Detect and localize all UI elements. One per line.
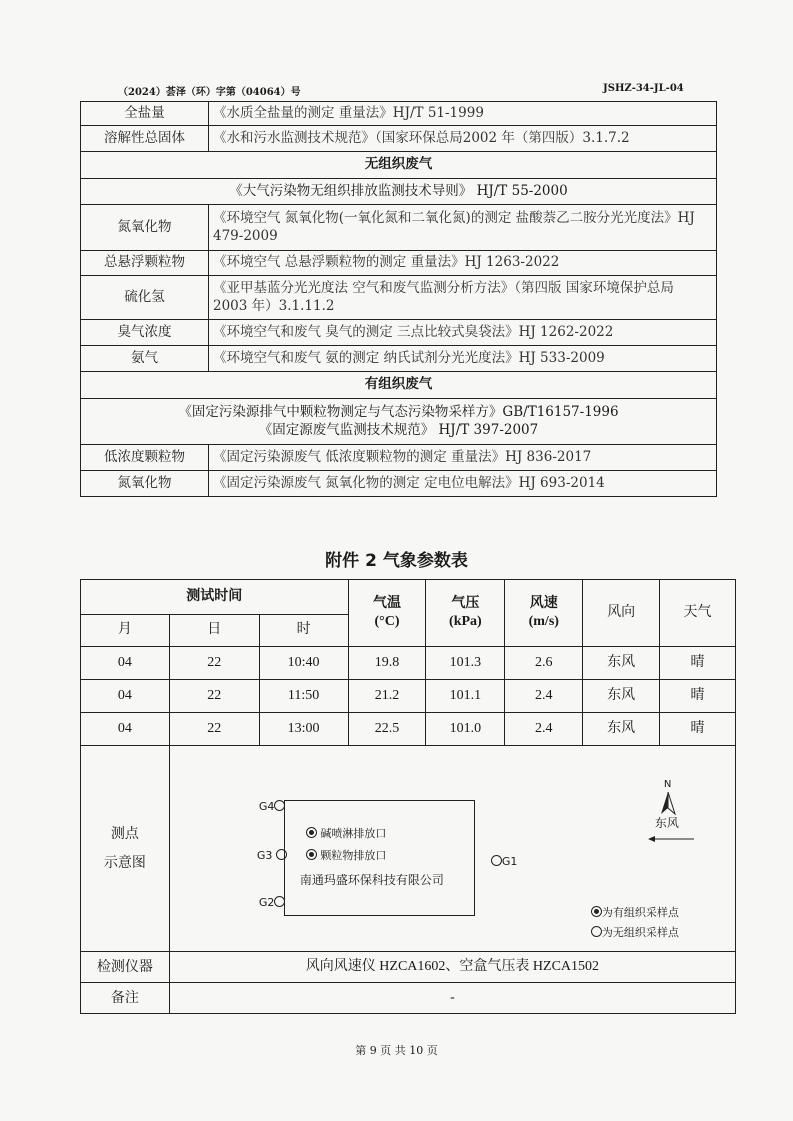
method-desc: 《固定污染源废气 低浓度颗粒物的测定 重量法》HJ 836-2017 bbox=[209, 445, 717, 471]
method-item: 臭气浓度 bbox=[81, 320, 209, 346]
method-desc: 《环境空气和废气 臭气的测定 三点比较式臭袋法》HJ 1262-2022 bbox=[209, 320, 717, 346]
method-desc: 《环境空气 总悬浮颗粒物的测定 重量法》HJ 1263-2022 bbox=[209, 251, 717, 276]
method-item: 总悬浮颗粒物 bbox=[81, 251, 209, 276]
table-row bbox=[81, 445, 717, 471]
cell-month: 04 bbox=[81, 647, 170, 680]
organized-point-icon bbox=[306, 849, 317, 860]
methods-table bbox=[80, 101, 717, 497]
method-item: 全盐量 bbox=[81, 102, 209, 126]
outlet-2-label: 颗粒物排放口 bbox=[320, 849, 387, 862]
sampling-map bbox=[169, 746, 735, 952]
table-row bbox=[81, 680, 736, 713]
point-g2 bbox=[259, 896, 286, 910]
table-row bbox=[81, 102, 717, 126]
method-item: 氮氧化物 bbox=[81, 205, 209, 251]
legend-unorganized bbox=[591, 926, 679, 940]
page-footer: 第 9 页 共 10 页 bbox=[355, 1044, 438, 1057]
cell-weather: 晴 bbox=[660, 713, 736, 746]
outlet-2 bbox=[306, 849, 387, 863]
cell-speed: 2.4 bbox=[505, 680, 583, 713]
method-desc: 《水和污水监测技术规范》（国家环保总局2002 年（第四版）3.1.7.2 bbox=[209, 126, 717, 152]
remark-value: - bbox=[169, 983, 735, 1014]
header-wind-speed-label: 风速 bbox=[529, 595, 558, 611]
section-title-unorganized: 无组织废气 bbox=[81, 152, 717, 179]
method-desc: 《固定污染源废气 氮氧化物的测定 定电位电解法》HJ 693-2014 bbox=[209, 471, 717, 497]
cell-day: 22 bbox=[169, 647, 259, 680]
cell-day: 22 bbox=[169, 713, 259, 746]
point-g4 bbox=[259, 800, 286, 814]
cell-time: 10:40 bbox=[259, 647, 348, 680]
cell-speed: 2.4 bbox=[505, 713, 583, 746]
point-g4-label: G4 bbox=[258, 800, 275, 813]
header-pressure-unit: (kPa) bbox=[449, 614, 482, 629]
unorganized-point-icon bbox=[591, 926, 602, 937]
general-standard-1: 《固定污染源排气中颗粒物测定与气态污染物采样方》GB/T16157-1996 bbox=[178, 403, 619, 420]
header-month: 月 bbox=[81, 615, 170, 647]
legend-organized-label: 为有组织采样点 bbox=[601, 906, 679, 919]
method-desc: 《亚甲基蓝分光光度法 空气和废气监测分析方法》（第四版 国家环境保护总局 2003 年）3.1.11.2 bbox=[209, 276, 717, 320]
remark-label: 备注 bbox=[81, 983, 170, 1014]
point-g3 bbox=[257, 849, 287, 863]
unorganized-point-icon bbox=[274, 800, 285, 811]
outlet-1 bbox=[306, 827, 387, 841]
organized-point-icon bbox=[306, 827, 317, 838]
section-title-organized: 有组织废气 bbox=[81, 372, 717, 399]
header-wind-dir: 风向 bbox=[583, 580, 660, 647]
table-row bbox=[81, 399, 717, 445]
header-day: 日 bbox=[169, 615, 259, 647]
cell-pressure: 101.0 bbox=[426, 713, 505, 746]
general-standard-2: 《固定源废气监测技术规范》 HJ/T 397-2007 bbox=[258, 421, 539, 438]
cell-temp: 22.5 bbox=[348, 713, 426, 746]
method-desc: 《环境空气和废气 氨的测定 纳氏试剂分光光度法》HJ 533-2009 bbox=[209, 346, 717, 372]
table-row bbox=[81, 471, 717, 497]
cell-month: 04 bbox=[81, 680, 170, 713]
header-hour: 时 bbox=[259, 615, 348, 647]
cell-dir: 东风 bbox=[583, 647, 660, 680]
table-row bbox=[81, 713, 736, 746]
unorganized-point-icon bbox=[276, 849, 287, 860]
header-pressure-label: 气压 bbox=[451, 595, 480, 611]
header-wind-speed bbox=[505, 580, 583, 647]
map-label bbox=[81, 746, 170, 952]
outlet-1-label: 碱喷淋排放口 bbox=[320, 827, 387, 840]
instrument-label: 检测仪器 bbox=[81, 952, 170, 983]
cell-pressure: 101.1 bbox=[426, 680, 505, 713]
general-standard: 《大气污染物无组织排放监测技术导则》 HJ/T 55-2000 bbox=[81, 179, 717, 205]
table-row bbox=[81, 205, 717, 251]
organized-point-icon bbox=[591, 906, 602, 917]
instrument-value: 风向风速仪 HZCA1602、空盒气压表 HZCA1502 bbox=[169, 952, 735, 983]
method-desc: 《水质全盐量的测定 重量法》HJ/T 51-1999 bbox=[209, 102, 717, 126]
cell-time: 13:00 bbox=[259, 713, 348, 746]
method-item: 氨气 bbox=[81, 346, 209, 372]
header-temp bbox=[348, 580, 426, 647]
header-temp-label: 气温 bbox=[372, 595, 401, 611]
header-temp-unit: (°C) bbox=[374, 614, 400, 629]
cell-day: 22 bbox=[169, 680, 259, 713]
legend-organized bbox=[591, 906, 679, 920]
legend-unorganized-label: 为无组织采样点 bbox=[601, 926, 679, 939]
table-row bbox=[81, 251, 717, 276]
weather-table-title: 附件 2 气象参数表 bbox=[325, 551, 468, 571]
map-row bbox=[81, 746, 736, 952]
header-test-time: 测试时间 bbox=[81, 580, 349, 615]
method-item: 低浓度颗粒物 bbox=[81, 445, 209, 471]
table-row bbox=[81, 179, 717, 205]
cell-dir: 东风 bbox=[583, 713, 660, 746]
wind-label: 东风 bbox=[654, 816, 679, 830]
north-arrow-icon bbox=[659, 792, 677, 816]
header-wind-speed-unit: (m/s) bbox=[528, 614, 559, 629]
company-name: 南通玛盛环保科技有限公司 bbox=[299, 873, 444, 887]
section-row bbox=[81, 372, 717, 399]
table-row bbox=[81, 320, 717, 346]
map-label-line-1: 测点 bbox=[110, 826, 139, 843]
method-item: 硫化氢 bbox=[81, 276, 209, 320]
unorganized-point-icon bbox=[274, 896, 285, 907]
table-row bbox=[81, 126, 717, 152]
cell-speed: 2.6 bbox=[505, 647, 583, 680]
weather-table bbox=[80, 579, 736, 1014]
map-label-line-2: 示意图 bbox=[103, 854, 146, 871]
point-g2-label: G2 bbox=[258, 896, 275, 909]
table-row bbox=[81, 346, 717, 372]
unorganized-point-icon bbox=[491, 855, 502, 866]
method-desc: 《环境空气 氮氧化物(一氧化氮和二氧化氮)的测定 盐酸萘乙二胺分光光度法》HJ 479-2009 bbox=[209, 205, 717, 251]
wind-arrow-icon bbox=[648, 835, 696, 843]
north-label: N bbox=[663, 779, 672, 790]
header-weather: 天气 bbox=[660, 580, 736, 647]
cell-temp: 19.8 bbox=[348, 647, 426, 680]
section-row bbox=[81, 152, 717, 179]
point-g1 bbox=[491, 855, 518, 869]
table-row bbox=[81, 276, 717, 320]
header-row bbox=[81, 580, 736, 615]
point-g1-label: G1 bbox=[501, 855, 518, 868]
method-item: 溶解性总固体 bbox=[81, 126, 209, 152]
instrument-row bbox=[81, 952, 736, 983]
cell-time: 11:50 bbox=[259, 680, 348, 713]
general-standard bbox=[81, 399, 717, 445]
document-code: JSHZ-34-JL-04 bbox=[603, 83, 684, 94]
cell-month: 04 bbox=[81, 713, 170, 746]
remark-row bbox=[81, 983, 736, 1014]
cell-weather: 晴 bbox=[660, 680, 736, 713]
cell-weather: 晴 bbox=[660, 647, 736, 680]
header-pressure bbox=[426, 580, 505, 647]
point-g3-label: G3 bbox=[256, 849, 273, 862]
document-number: （2024）荟泽（环）字第（04064）号 bbox=[118, 87, 301, 98]
cell-temp: 21.2 bbox=[348, 680, 426, 713]
cell-dir: 东风 bbox=[583, 680, 660, 713]
cell-pressure: 101.3 bbox=[426, 647, 505, 680]
table-row bbox=[81, 647, 736, 680]
method-item: 氮氧化物 bbox=[81, 471, 209, 497]
